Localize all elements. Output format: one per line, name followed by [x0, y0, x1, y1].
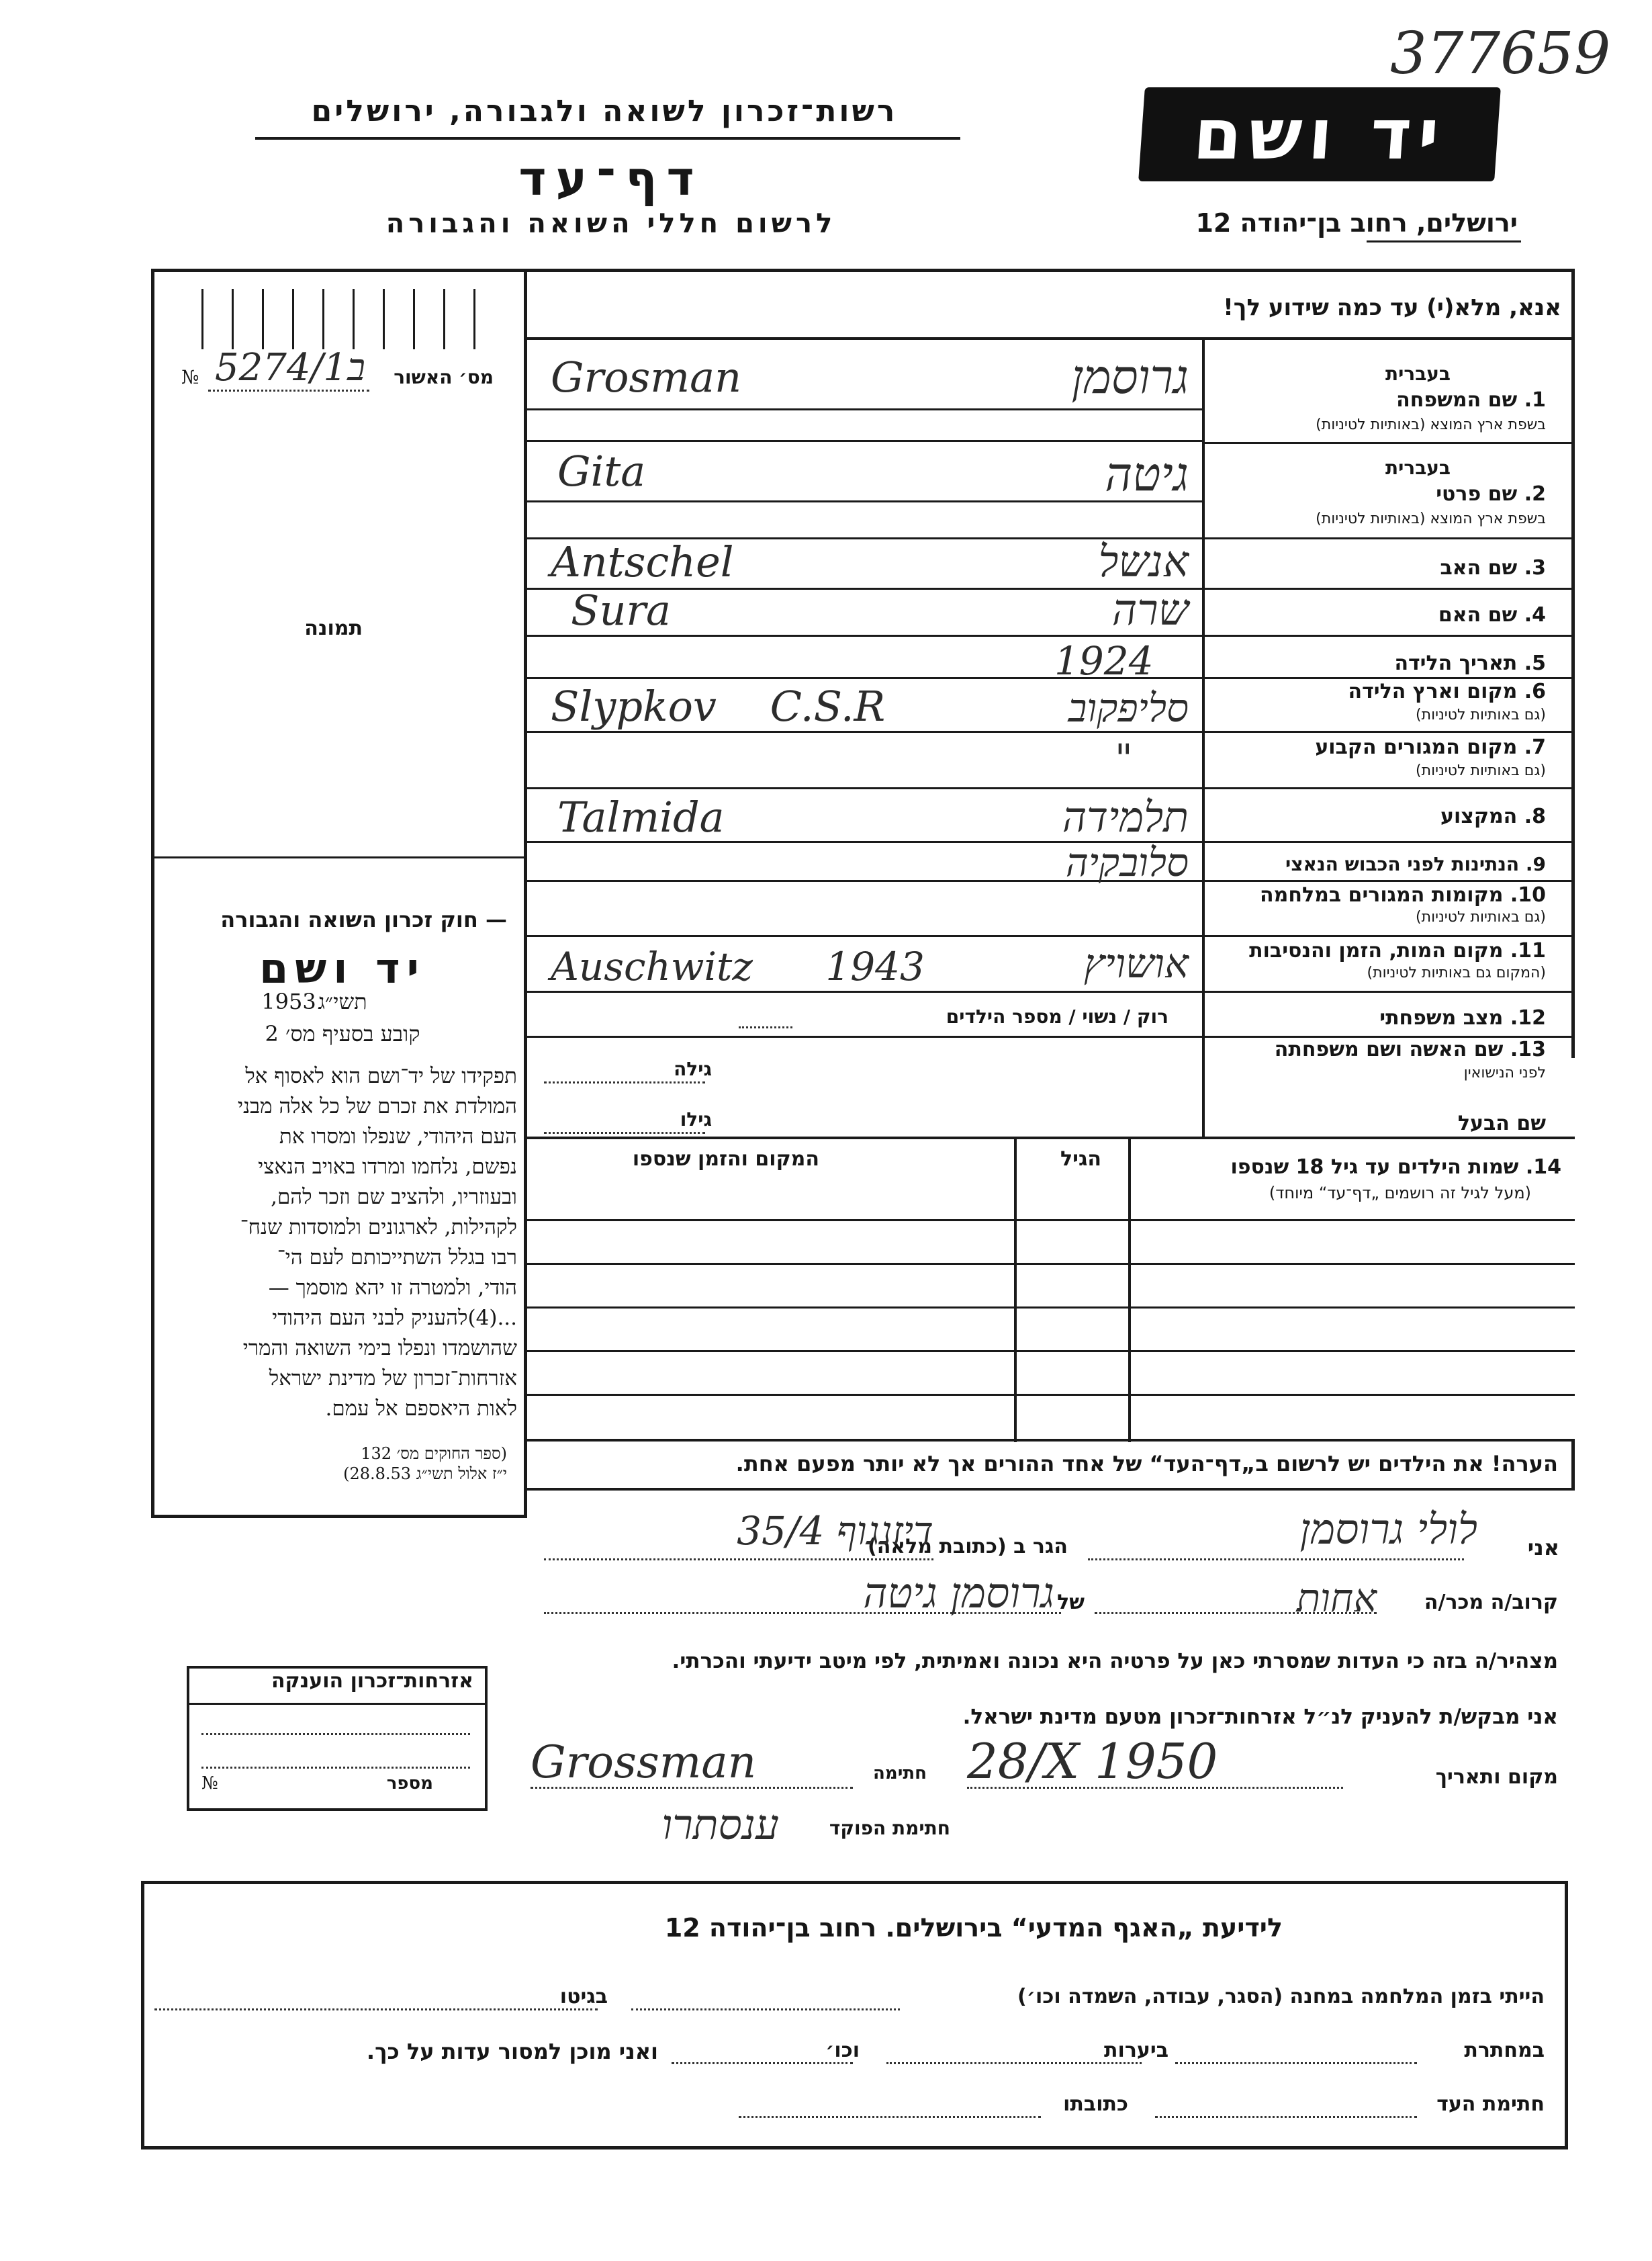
mother-latin[interactable]: Sura [571, 586, 672, 635]
field-7-label: 7. מקום המגורים הקבוע [1315, 736, 1546, 759]
decl-signature-label: חתימה [873, 1763, 927, 1783]
decl-date[interactable]: 28/X 1950 [967, 1733, 1218, 1789]
law-footer-1: (ספר החוקים מס׳ 132 [361, 1444, 507, 1463]
field-10-sub: (גם באותיות לטיניות) [1416, 909, 1546, 926]
wife-age-label: גילה [674, 1058, 712, 1080]
birthplace-hebrew[interactable]: סליפקוב [1068, 685, 1189, 731]
decl-statement: מצהיר/ה בזה כי העדות שמסרתי כאן על פרטיה היא נכונה ואמיתית, לפי מיטב ידיעתי והכרתי. [672, 1649, 1558, 1673]
field-10-label: 10. מקומות המגורים במלחמה [1260, 883, 1546, 907]
profession-latin[interactable]: Talmida [557, 793, 725, 842]
decl-officer-label: חתימת הפוקד [829, 1817, 950, 1839]
father-hebrew[interactable]: אנשל [1098, 537, 1189, 587]
law-year-he: תשי״ג [318, 989, 367, 1014]
death-place-latin[interactable]: Auschwitz 1943 [551, 944, 925, 989]
footer-heading: לידיעת „האגף המדעי“ בירושלים. רחוב בן־יהודה 12 [664, 1913, 1283, 1943]
field-2-sub: בשפת ארץ המוצא (באותיות לטיניות) [1316, 511, 1546, 527]
footer-underground-label: במחתרת [1464, 2039, 1545, 2062]
footer-frame-top [141, 1881, 1568, 1884]
husband-age-label: גילו [680, 1108, 712, 1130]
field-1-label: 1. שם המשפחה [1396, 388, 1546, 412]
decl-name[interactable]: לולי גרוסמן [1299, 1505, 1477, 1554]
photo-label: תמונה [304, 617, 363, 640]
approval-label: מס׳ האשור [394, 366, 494, 388]
footer-etc-label: וכו׳ [825, 2039, 860, 2062]
decl-request: אני מבקש/ת להעניק לנ״ל אזרחות־זכרון מטעם מדינת ישראל. [962, 1705, 1558, 1729]
law-name: יד ושם [259, 944, 426, 993]
approval-no: № [181, 366, 199, 388]
decl-resides-label: הגר ב (כתובת מלאה) [867, 1535, 1068, 1558]
field-8-label: 8. המקצוע [1440, 805, 1546, 828]
field-13-label: 13. שם האשה ושם משפחתה [1274, 1038, 1546, 1061]
form-subtitle: לרשום חללי השואה והגבורה [385, 208, 837, 239]
husband-label: שם הבעל [1457, 1112, 1546, 1135]
footer-witness-signature-label: חתימת העד [1436, 2092, 1545, 2116]
field-1-sub: בשפת ארץ המוצא (באותיות לטיניות) [1316, 416, 1546, 433]
surname-hebrew[interactable]: גרוסמן [1071, 349, 1189, 404]
yad-vashem-logo: יד ושם [1138, 87, 1501, 181]
decl-i-label: אני [1527, 1535, 1559, 1560]
children-col-age: הגיל [1060, 1147, 1101, 1171]
citizenship-no: № [201, 1773, 218, 1793]
nationality-hebrew[interactable]: סלובקיה [1065, 840, 1189, 885]
field-5-label: 5. תאריך הלידה [1394, 652, 1546, 675]
birthplace-latin[interactable]: Slypkov C.S.R [551, 682, 886, 731]
field-11-label: 11. מקום המות, הזמן והנסיבות [1249, 939, 1546, 963]
surname-latin[interactable]: Grosman [551, 353, 741, 402]
decl-place-date-label: מקום ותאריך [1435, 1765, 1558, 1789]
law-footer-2: י״ז אלול תשי״ג 28.8.53) [343, 1464, 507, 1483]
field-6-sub: (גם באותיות לטיניות) [1416, 707, 1546, 723]
field-2-he-tag: בעברית [1385, 457, 1451, 479]
children-sub: (מעל לגיל זה רושמים „דף־עד“ מיוחד) [1269, 1184, 1531, 1202]
authority-name: רשות־זכרון לשואה ולגבורה, ירושלים [311, 94, 898, 128]
field-2-label: 2. שם פרטי [1436, 482, 1546, 506]
field-6-label: 6. מקום וארץ הלידה [1348, 680, 1546, 703]
footer-camp-label: הייתי בזמן המלחמה במחנה (הסגר, עבודה, השמדה וכו׳) [1017, 1985, 1545, 2008]
law-body: תפקידו של יד־ושם הוא לאסוף אל המולדת את זכרם של כל אלה מבני העם היהודי, שנפלו ומסרו את נפשם, נלחמו ומרדו באויב הנאצי ובעוזריו, ולהציב שם וזכר להם, לקהילות, לארגונים ולמוסדות שנח־ רבו בגלל השתייכותם לעם הי־ הודי, ולמטרה זו יהא מוסמך — ...(4)להעניק לבני העם היהודי שהושמדו ונפלו בימי השואה והמרי אזרחות־זכרון של מדינת ישראל לאות היאספם אל עמם. [237, 1064, 517, 1421]
footer-address-label: כתובתו [1063, 2092, 1128, 2116]
law-section: קובע בסעיף מס׳ 2 [265, 1021, 420, 1047]
approval-number[interactable]: ב5274/1 [215, 346, 366, 390]
marital-options: רוק / נשוי / מספר הילדים [946, 1006, 1168, 1028]
citizenship-title: אזרחות־זכרון הוענקה [271, 1669, 473, 1693]
frame-right [1571, 269, 1575, 1058]
footer-testimony-label: ואני מוכן למסור עדות על כך. [366, 2039, 658, 2064]
birth-year[interactable]: 1924 [1054, 638, 1154, 684]
decl-of-name[interactable]: גרוסמן גיטה [863, 1568, 1054, 1617]
footer-ghetto-label: בגיטו [559, 1985, 608, 2008]
field-13-sub: לפני הנישואין [1463, 1065, 1546, 1081]
residence-ditto[interactable]: " [1115, 736, 1133, 781]
field-1-he-tag: בעברית [1385, 363, 1451, 385]
decl-address[interactable]: דיזנגוף 35/4 [737, 1508, 933, 1554]
law-year: 1953 [261, 989, 316, 1014]
decl-signature[interactable]: Grossman [531, 1736, 757, 1788]
children-label: 14. שמות הילדים עד גיל 18 שנספו [1230, 1155, 1561, 1179]
field-7-sub: (גם באותיות לטיניות) [1416, 762, 1546, 779]
profession-hebrew[interactable]: תלמידה [1062, 793, 1189, 842]
firstname-latin[interactable]: Gita [557, 447, 646, 496]
decl-officer-signature[interactable]: ענסתרו [661, 1800, 779, 1849]
address: ירושלים, רחוב בן־יהודה 12 [1195, 208, 1518, 238]
citizenship-number-label: מספר [386, 1773, 433, 1793]
field-11-sub: (המקום גם באותיות לטיניות) [1367, 965, 1546, 981]
frame-left [151, 269, 154, 1058]
mother-hebrew[interactable]: שרה [1111, 586, 1189, 635]
field-4-label: 4. שם האם [1438, 603, 1546, 627]
field-12-label: 12. מצב משפחתי [1379, 1006, 1546, 1030]
firstname-hebrew[interactable]: גיטה [1105, 447, 1189, 502]
frame-top [151, 269, 1575, 272]
father-latin[interactable]: Antschel [551, 537, 734, 586]
law-heading: — חוק זכרון השואה והגבורה [220, 907, 507, 932]
decl-relative-label: קרוב/ה מכר/ה [1424, 1591, 1558, 1614]
decl-relation[interactable]: אחות [1296, 1575, 1377, 1621]
file-number: 377659 [1390, 20, 1611, 87]
death-place-hebrew[interactable]: אושויץ [1083, 940, 1189, 987]
field-3-label: 3. שם האב [1440, 556, 1546, 580]
footer-forests-label: ביערות [1104, 2039, 1168, 2062]
decl-of-label: של [1057, 1591, 1085, 1614]
form-title: דף־עד [518, 151, 704, 206]
field-9-label: 9. הנתינות לפני הכבוש הנאצי [1285, 853, 1546, 875]
children-col-place: המקום והזמן שנספו [632, 1147, 819, 1171]
note: הערה! את הילדים יש לרשום ב„דף־העד“ של אחד ההורים אך לא יותר מפעם אחת. [735, 1451, 1558, 1476]
instruction: אנא, מלא(י) עד כמה שידוע לך! [1223, 294, 1561, 321]
